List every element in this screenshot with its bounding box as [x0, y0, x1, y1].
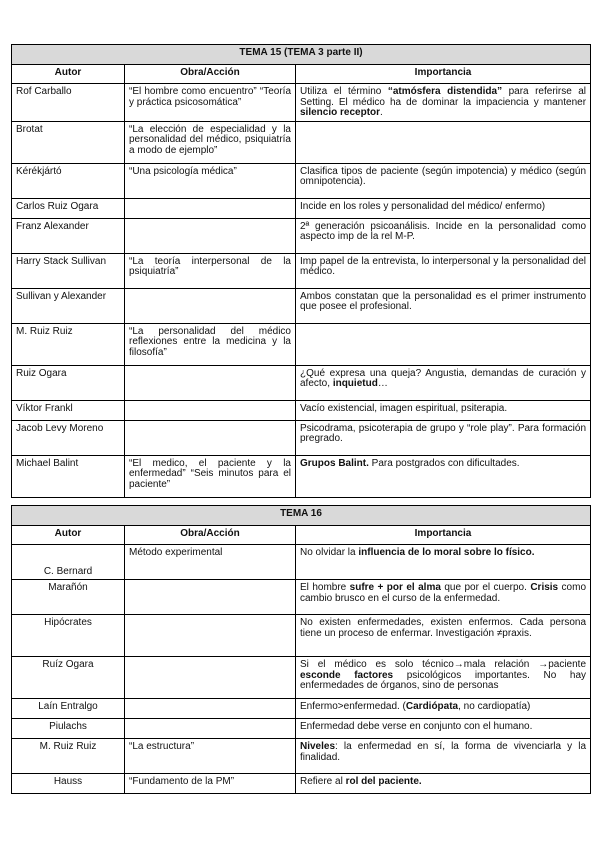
obra-cell — [125, 699, 296, 719]
obra-cell — [125, 288, 296, 323]
importancia-text: inquietud — [332, 378, 378, 389]
importancia-cell — [296, 84, 591, 122]
table-row — [12, 121, 591, 163]
importancia-cell — [296, 455, 591, 497]
autor-cell: M. Ruiz Ruiz — [12, 323, 125, 365]
autor-cell: Ruíz Ogara — [12, 657, 125, 699]
autor-cell: C. Bernard — [12, 545, 125, 580]
autor-cell: Franz Alexander — [12, 218, 125, 253]
importancia-text: sufre + por el alma — [349, 582, 441, 593]
obra-cell — [125, 420, 296, 455]
table-row — [12, 420, 591, 455]
importancia-text: Incide en los roles y personalidad del médico/ enfermo) — [300, 200, 546, 212]
importancia-text: Niveles — [300, 741, 336, 752]
table-row — [12, 545, 591, 580]
table-row — [12, 163, 591, 198]
tema16-header-obra: Obra/Acción — [125, 526, 296, 545]
importancia-text: . — [380, 107, 383, 118]
importancia-text: No olvidar la — [300, 547, 359, 558]
importancia-text: Crisis — [530, 582, 559, 593]
table-row — [12, 657, 591, 699]
importancia-text: que por el cuerpo. — [440, 582, 531, 593]
autor-cell: Sullivan y Alexander — [12, 288, 125, 323]
importancia-text: psicológicos importantes. No hay enfermedades de órganos, sino de personas — [300, 669, 587, 691]
tema16-table — [11, 505, 591, 794]
importancia-cell — [296, 323, 591, 365]
autor-cell: Brotat — [12, 121, 125, 163]
importancia-text: Ambos constatan que la personalidad es el primer instrumento que posee el profesional. — [300, 290, 587, 312]
importancia-text: como cambio brusco en el curso de la enfermedad. — [300, 582, 587, 604]
importancia-text: “atmósfera distendida” — [387, 86, 503, 97]
table-row — [12, 365, 591, 400]
importancia-cell — [296, 774, 591, 794]
importancia-cell — [296, 580, 591, 615]
importancia-text: , no cardiopatía) — [458, 701, 531, 712]
obra-cell — [125, 218, 296, 253]
tema15-table — [11, 44, 591, 498]
importancia-text: : la enfermedad en sí, la forma de vivenciarla y la finalidad. — [300, 741, 587, 763]
obra-cell — [125, 657, 296, 699]
importancia-text: Vacío existencial, imagen espiritual, psiterapia. — [300, 402, 508, 414]
importancia-text: Enfermedad debe verse en conjunto con el humano. — [300, 721, 533, 732]
importancia-text: influencia de lo moral sobre lo físico. — [358, 547, 535, 558]
tema16-header-importancia: Importancia — [296, 526, 591, 545]
autor-cell: Hipócrates — [12, 615, 125, 657]
autor-cell: Hauss — [12, 774, 125, 794]
importancia-cell — [296, 615, 591, 657]
importancia-text: 2ª generación psicoanálisis. Incide en la personalidad como aspecto imp de la rel M-P. — [300, 220, 587, 242]
tema16-title: TEMA 16 — [12, 506, 591, 526]
importancia-text: esconde factores — [300, 669, 394, 681]
autor-cell: Marañón — [12, 580, 125, 615]
importancia-cell — [296, 545, 591, 580]
obra-cell: “La estructura” — [125, 739, 296, 774]
importancia-cell — [296, 121, 591, 163]
autor-cell: Harry Stack Sullivan — [12, 253, 125, 288]
importancia-cell — [296, 198, 591, 218]
tema16-body — [12, 545, 591, 794]
importancia-text: Para postgrados con dificultades. — [368, 457, 520, 469]
autor-cell: Rof Carballo — [12, 84, 125, 122]
importancia-text: No existen enfermedades, existen enfermos. Cada persona tiene un proceso de enfermar. Investigación ≠praxis. — [300, 617, 587, 639]
importancia-cell — [296, 400, 591, 420]
importancia-cell — [296, 253, 591, 288]
tema16-header-autor: Autor — [12, 526, 125, 545]
table-row — [12, 288, 591, 323]
tema15-header-importancia: Importancia — [296, 65, 591, 84]
importancia-text: … — [377, 378, 388, 389]
table-row — [12, 218, 591, 253]
importancia-cell — [296, 657, 591, 699]
table-row — [12, 253, 591, 288]
table-row — [12, 774, 591, 794]
autor-cell: M. Ruiz Ruiz — [12, 739, 125, 774]
autor-cell: Jacob Levy Moreno — [12, 420, 125, 455]
obra-cell: “La teoría interpersonal de la psiquiatría” — [125, 253, 296, 288]
obra-cell — [125, 400, 296, 420]
autor-cell: Carlos Ruiz Ogara — [12, 198, 125, 218]
importancia-text: rol del paciente. — [345, 776, 422, 787]
importancia-text: Enfermo>enfermedad. ( — [300, 701, 406, 712]
table-row — [12, 198, 591, 218]
importancia-text: Utiliza el término — [300, 86, 388, 97]
table-row — [12, 400, 591, 420]
importancia-cell — [296, 719, 591, 739]
autor-cell: Víktor Frankl — [12, 400, 125, 420]
importancia-text: Refiere al — [300, 776, 346, 787]
tema15-body — [12, 84, 591, 498]
importancia-text: Cardiópata — [405, 701, 459, 712]
tema15-header-autor: Autor — [12, 65, 125, 84]
autor-cell: Laín Entralgo — [12, 699, 125, 719]
obra-cell: Método experimental — [125, 545, 296, 580]
table-row — [12, 719, 591, 739]
importancia-text: Imp papel de la entrevista, lo interpersonal y la personalidad del médico. — [300, 255, 587, 277]
importancia-cell — [296, 739, 591, 774]
obra-cell — [125, 198, 296, 218]
table-row — [12, 615, 591, 657]
importancia-cell — [296, 420, 591, 455]
obra-cell: “El medico, el paciente y la enfermedad” “Seis minutos para el paciente” — [125, 455, 296, 497]
autor-cell: Piulachs — [12, 719, 125, 739]
obra-cell — [125, 365, 296, 400]
table-row — [12, 455, 591, 497]
autor-cell: Ruiz Ogara — [12, 365, 125, 400]
importancia-text: ¿Qué expresa una queja? Angustia, demandas de curación y afecto, — [300, 367, 587, 389]
importancia-cell — [296, 365, 591, 400]
obra-cell: “Una psicología médica” — [125, 163, 296, 198]
autor-cell: Kérékjártó — [12, 163, 125, 198]
table-row — [12, 84, 591, 122]
obra-cell — [125, 719, 296, 739]
importancia-cell — [296, 218, 591, 253]
tema15-title: TEMA 15 (TEMA 3 parte II) — [12, 45, 591, 65]
importancia-text: Grupos Balint. — [300, 457, 369, 469]
importancia-cell — [296, 699, 591, 719]
obra-cell: “Fundamento de la PM” — [125, 774, 296, 794]
obra-cell — [125, 580, 296, 615]
table-row — [12, 580, 591, 615]
importancia-text: Clasifica tipos de paciente (según impotencia) y médico (según omnipotencia). — [300, 165, 587, 187]
importancia-text: Psicodrama, psicoterapia de grupo y “role play”. Para formación pregrado. — [300, 422, 587, 444]
tema15-header-obra: Obra/Acción — [125, 65, 296, 84]
importancia-text: para referirse al Setting. El médico ha de dominar la impaciencia y mantener — [300, 86, 587, 108]
importancia-text: Si el médico es solo técnico→mala relación →paciente — [300, 659, 587, 670]
importancia-cell — [296, 288, 591, 323]
obra-cell — [125, 615, 296, 657]
importancia-text: silencio receptor — [300, 107, 381, 118]
importancia-cell — [296, 163, 591, 198]
obra-cell: “El hombre como encuentro” “Teoría y práctica psicosomática” — [125, 84, 296, 122]
table-row — [12, 739, 591, 774]
table-row — [12, 323, 591, 365]
table-row — [12, 699, 591, 719]
obra-cell: “La personalidad del médico reflexiones entre la medicina y la filosofía” — [125, 323, 296, 365]
obra-cell: “La elección de especialidad y la personalidad del médico, psiquiatría a modo de ejemplo” — [125, 121, 296, 163]
autor-cell: Michael Balint — [12, 455, 125, 497]
importancia-text: El hombre — [300, 582, 350, 593]
